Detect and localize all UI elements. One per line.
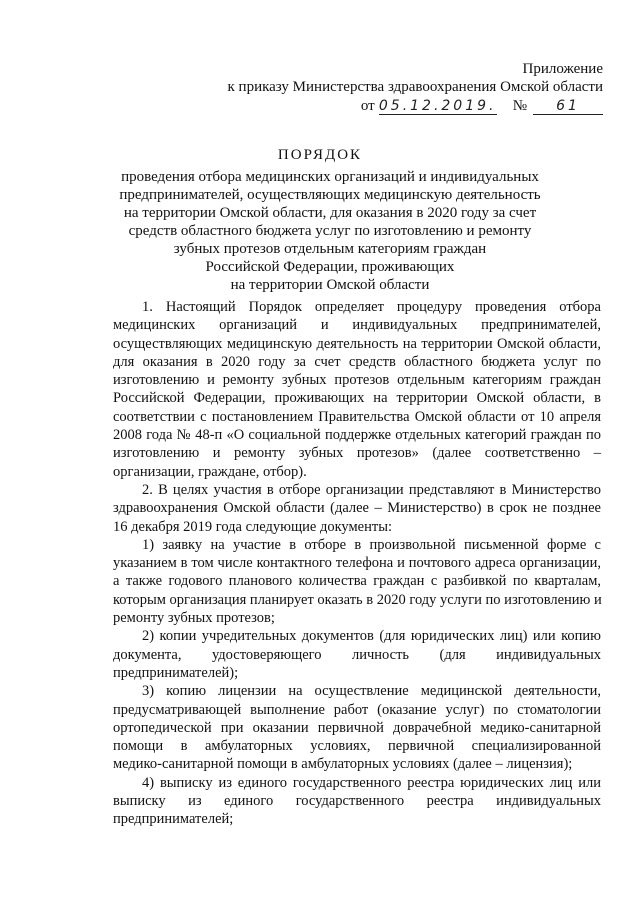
document-body [113,298,601,829]
order-reference: к приказу Министерства здравоохранения Омской области [227,79,603,95]
body-line: 16 декабря 2019 года следующие документы: [113,518,392,535]
document-subtitle [100,168,560,294]
body-line: документа, удостоверяющего личность (для индивидуальных [113,646,601,663]
body-line: предпринимателей; [113,811,234,828]
subtitle-line: зубных протезов отдельным категориям граждан [173,241,487,257]
body-line: выписку из единого государственного реестра индивидуальных [113,793,601,810]
body-line: ремонту зубных протезов; [113,610,275,627]
body-line: для оказания в 2020 году за счет средств областного бюджета услуг по [113,353,601,370]
body-line: 1) заявку на участие в отборе в произвольной письменной форме с [142,536,601,553]
body-line: 2) копии учредительных документов (для юридических лиц) или копию [142,628,601,645]
body-line: ортопедической при оказании первичной доврачебной медико-санитарной [113,719,601,736]
body-line: а также годового планового количества граждан с разбивкой по кварталам, [113,573,601,590]
body-line: помощи в амбулаторных условиях, первичной специализированной [113,738,601,755]
body-line: 3) копию лицензии на осуществление медицинской деятельности, [142,683,601,700]
body-line: 4) выписку из единого государственного реестра юридических лиц или [142,774,601,791]
body-line: изготовлению и ремонту зубных протезов отдельным категориям граждан [113,372,601,389]
appendix-label: Приложение [522,61,603,77]
subtitle-line: на территории Омской области, для оказания в 2020 году за счет [123,205,537,221]
body-line: изготовлению и ремонту зубных протезов» (далее соответственно – [113,445,601,462]
body-line: 2008 года № 48-п «О социальной поддержке отдельных категорий граждан по [113,427,601,444]
document-title: ПОРЯДОК [277,147,363,163]
body-line: соответствии с постановлением Правительства Омской области от 10 апреля [113,408,601,425]
subtitle-line: Российской Федерации, проживающих [205,259,455,275]
date-number-row [228,97,604,115]
handwritten-number: 61 [533,98,603,115]
subtitle-line: проведения отбора медицинских организаций и индивидуальных [121,169,539,185]
subtitle-line: средств областного бюджета услуг по изготовлению и ремонту [128,223,532,239]
body-line: указанием в том числе контактного телефона и почтового адреса организации, [113,555,601,572]
body-line: медицинских организаций и индивидуальных предпринимателей, [113,317,601,334]
body-line: предусматривающей выполнение работ (оказание услуг) по стоматологии [113,701,601,718]
body-line: предпринимателей); [113,664,239,681]
date-prefix: от [360,98,375,114]
body-line: 2. В целях участия в отборе организации представляют в Министерство [142,481,601,498]
subtitle-line: предпринимателей, осуществляющих медицинскую деятельность [119,187,541,203]
body-line: Российской Федерации, проживающих на территории Омской области, в [113,390,601,407]
subtitle-line: на территории Омской области [230,277,430,293]
body-line: организации, граждане, отбор). [113,463,307,480]
handwritten-date: 05.12.2019. [378,98,497,114]
body-line: 1. Настоящий Порядок определяет процедуру проведения отбора [142,299,601,315]
body-line: которым организация планирует оказать в 2020 году услуги по изготовлению и [113,591,602,608]
body-line: здравоохранения Омской области (далее – Министерство) в срок не позднее [113,500,601,517]
body-line: осуществляющих медицинскую деятельность на территории Омской области, [113,335,601,352]
appendix-block [228,60,604,115]
number-prefix: № [512,98,527,114]
body-line: медико-санитарной помощи в амбулаторных условиях (далее – лицензия); [113,756,573,773]
